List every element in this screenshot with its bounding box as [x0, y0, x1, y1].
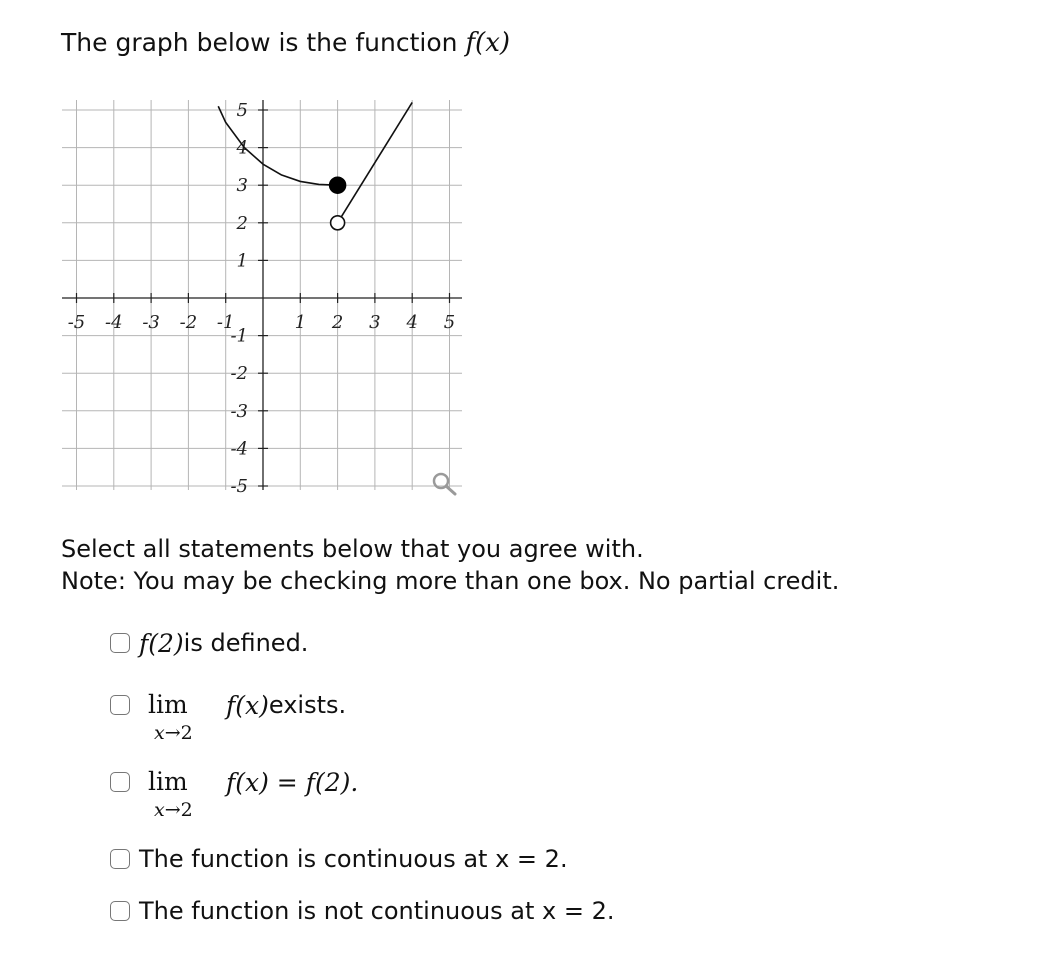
y-tick-label: 2 [236, 212, 248, 234]
limit-notation [148, 690, 226, 744]
x-tick-label: -3 [142, 312, 160, 333]
x-tick-label: 3 [369, 312, 381, 333]
y-tick-label: -1 [230, 325, 248, 347]
option-limit-exists-text: exists. [268, 691, 347, 719]
x-tick-label: 4 [406, 312, 418, 333]
checkbox-limit-exists[interactable] [110, 695, 130, 715]
limit-notation [148, 767, 226, 821]
y-tick-label: 4 [236, 137, 248, 159]
y-tick-label: -2 [230, 363, 248, 385]
x-tick-label: 2 [331, 312, 344, 333]
lim-sub-arrow: → [164, 799, 181, 821]
y-tick-label: -4 [230, 438, 248, 460]
instructions-line-2: Note: You may be checking more than one box. No partial credit. [61, 567, 840, 595]
x-tick-label: 5 [443, 312, 456, 333]
lim-word: lim [148, 767, 188, 796]
open-point [331, 216, 345, 230]
y-tick-label: 5 [236, 100, 248, 121]
lim-sub-var: x [154, 799, 165, 821]
instructions [61, 533, 839, 597]
magnifier-icon[interactable] [428, 470, 460, 498]
y-tick-label: 1 [236, 250, 248, 272]
instructions-line-1: Select all statements below that you agree with. [61, 535, 644, 563]
y-tick-label: 3 [236, 175, 248, 197]
option-f2-defined[interactable] [110, 628, 308, 658]
option-limit-equals-f2-math: f(x) = f(2). [226, 767, 359, 797]
y-tick-label: -5 [230, 476, 248, 497]
lim-sub-arrow: → [164, 722, 181, 744]
lim-word: lim [148, 690, 188, 719]
lim-sub-value: 2 [180, 722, 193, 744]
x-tick-label: -2 [179, 312, 198, 333]
graph-grid [62, 100, 462, 490]
lim-subscript [154, 799, 193, 821]
option-f2-defined-text: is defined. [183, 629, 309, 657]
option-not-continuous[interactable] [110, 896, 615, 926]
function-graph [0, 0, 520, 510]
checkbox-not-continuous[interactable] [110, 901, 130, 921]
option-limit-equals-f2[interactable] [110, 767, 359, 821]
question-title-function: f(x) [465, 28, 511, 58]
closed-point [330, 177, 346, 193]
y-tick-label: -3 [230, 400, 248, 422]
checkbox-continuous[interactable] [110, 849, 130, 869]
lim-subscript [154, 722, 193, 744]
question-title-text: The graph below is the function [61, 28, 458, 57]
lim-sub-value: 2 [180, 799, 193, 821]
option-limit-exists[interactable] [110, 690, 347, 744]
option-limit-exists-math: f(x) [226, 690, 269, 720]
option-continuous[interactable] [110, 844, 568, 874]
x-tick-label: -4 [105, 312, 123, 333]
lim-sub-var: x [154, 722, 165, 744]
x-tick-label: -5 [67, 312, 86, 333]
x-tick-labels [68, 312, 456, 333]
option-continuous-text: The function is continuous at x = 2. [139, 845, 568, 873]
checkbox-f2-defined[interactable] [110, 633, 130, 653]
checkbox-limit-equals-f2[interactable] [110, 772, 130, 792]
option-f2-defined-math: f(2) [139, 628, 184, 658]
x-tick-label: 1 [294, 312, 307, 333]
x-tick-label: -1 [216, 312, 235, 333]
graph-axes [62, 100, 462, 490]
option-not-continuous-text: The function is not continuous at x = 2. [139, 897, 615, 925]
